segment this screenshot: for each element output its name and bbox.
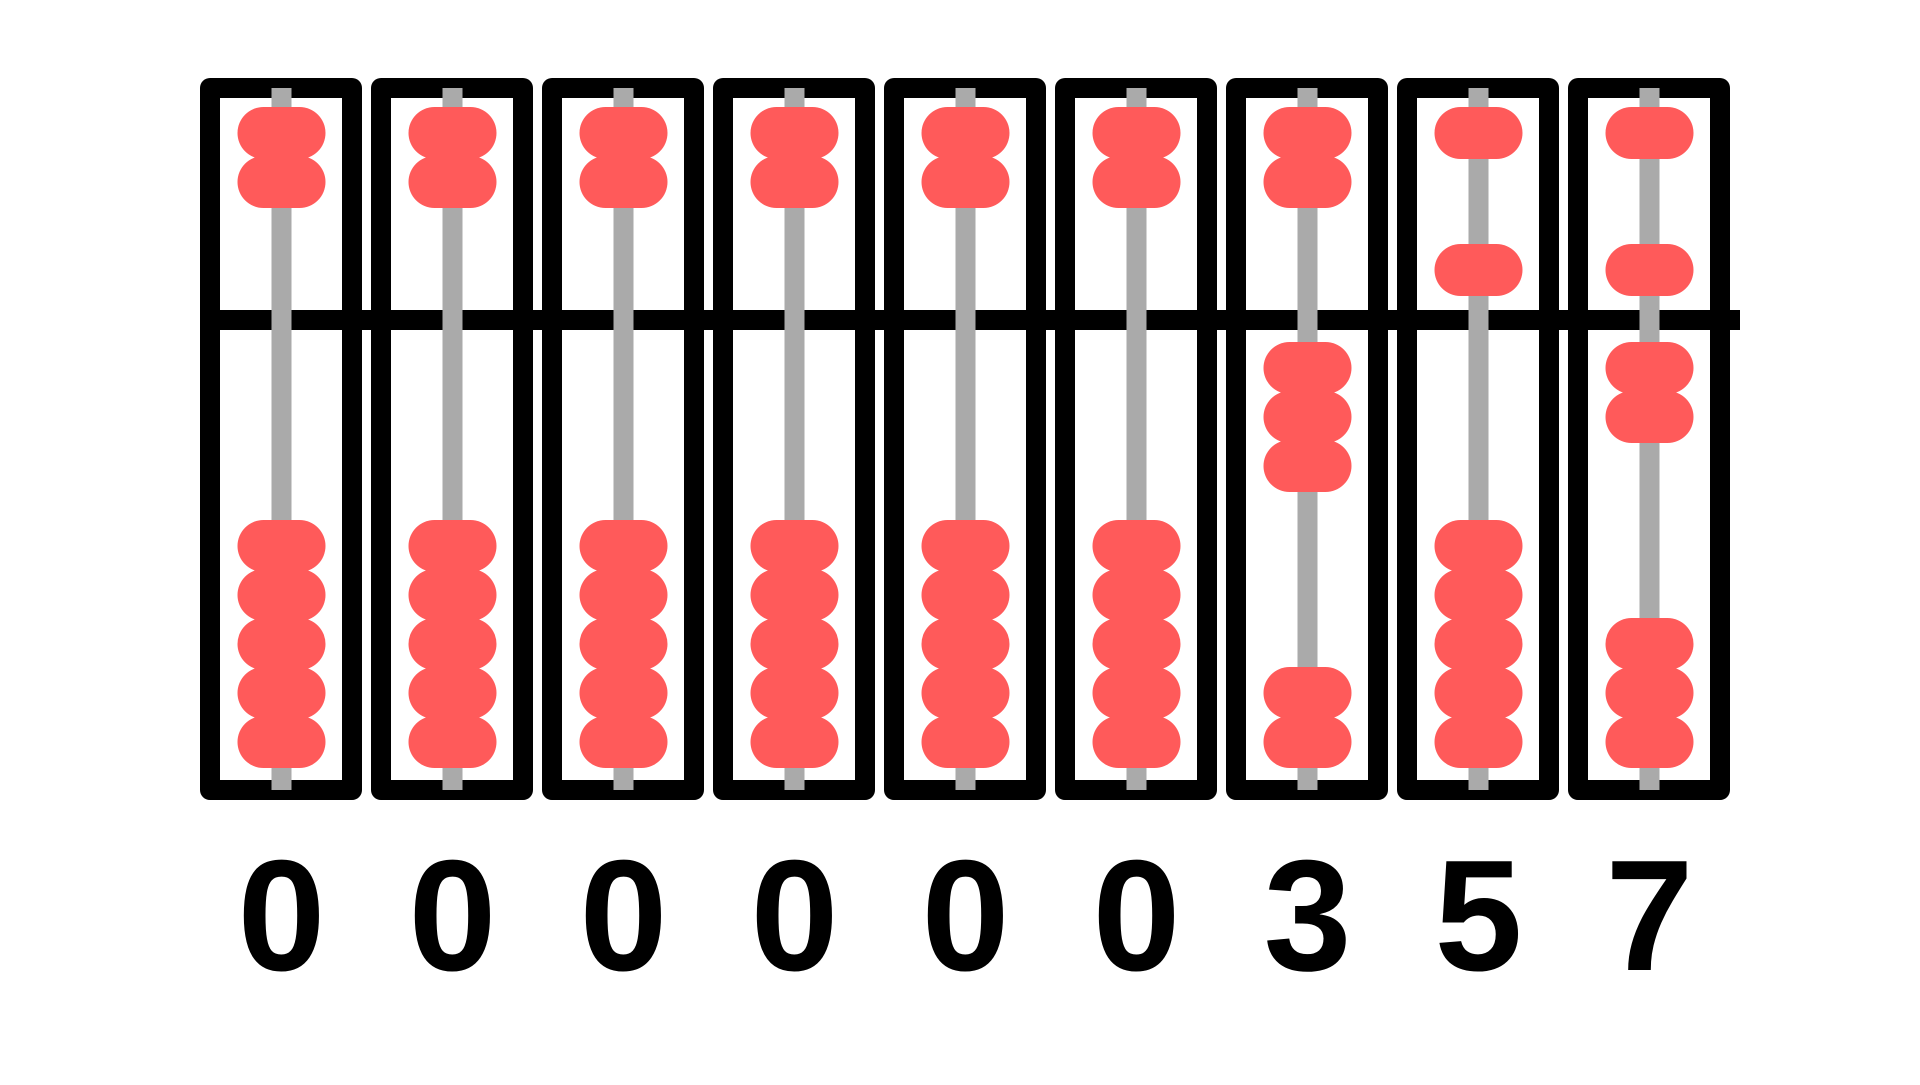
earth-bead [1435, 667, 1523, 719]
column-digit: 0 [921, 828, 1010, 1004]
column-digit: 0 [579, 828, 668, 1004]
earth-bead [1264, 716, 1352, 768]
earth-bead [1606, 618, 1694, 670]
digits-layer [238, 828, 1694, 1004]
column-digit: 0 [237, 828, 326, 1004]
heaven-bead [1435, 107, 1523, 159]
earth-bead [1606, 391, 1694, 443]
earth-bead [1093, 569, 1181, 621]
earth-bead [922, 667, 1010, 719]
earth-bead [751, 618, 839, 670]
earth-bead [1606, 342, 1694, 394]
earth-bead [1606, 716, 1694, 768]
earth-bead [1435, 618, 1523, 670]
heaven-bead [1093, 107, 1181, 159]
column-digit: 0 [750, 828, 839, 1004]
earth-bead [580, 520, 668, 572]
earth-bead [1093, 520, 1181, 572]
earth-bead [1264, 391, 1352, 443]
earth-bead [1093, 667, 1181, 719]
heaven-bead [409, 107, 497, 159]
column-digit: 3 [1263, 828, 1352, 1004]
earth-bead [580, 569, 668, 621]
heaven-bead [1264, 107, 1352, 159]
earth-bead [1435, 520, 1523, 572]
earth-bead [751, 667, 839, 719]
earth-bead [409, 569, 497, 621]
earth-bead [1093, 716, 1181, 768]
earth-bead [1093, 618, 1181, 670]
heaven-bead [1435, 244, 1523, 296]
earth-bead [409, 667, 497, 719]
earth-bead [1435, 569, 1523, 621]
heaven-bead [238, 156, 326, 208]
column-digit: 0 [408, 828, 497, 1004]
heaven-bead [580, 156, 668, 208]
earth-bead [922, 716, 1010, 768]
earth-bead [922, 520, 1010, 572]
earth-bead [1264, 342, 1352, 394]
heaven-bead [580, 107, 668, 159]
earth-bead [751, 569, 839, 621]
earth-bead [1264, 440, 1352, 492]
earth-bead [922, 569, 1010, 621]
heaven-bead [922, 156, 1010, 208]
earth-bead [751, 520, 839, 572]
earth-bead [238, 667, 326, 719]
earth-bead [238, 520, 326, 572]
heaven-bead [409, 156, 497, 208]
earth-bead [1435, 716, 1523, 768]
heaven-bead [1264, 156, 1352, 208]
heaven-bead [1093, 156, 1181, 208]
earth-bead [238, 716, 326, 768]
earth-bead [409, 618, 497, 670]
earth-bead [238, 618, 326, 670]
heaven-bead [1606, 107, 1694, 159]
earth-bead [238, 569, 326, 621]
earth-bead [409, 716, 497, 768]
heaven-bead [922, 107, 1010, 159]
earth-bead [1606, 667, 1694, 719]
earth-bead [580, 667, 668, 719]
earth-bead [922, 618, 1010, 670]
earth-bead [751, 716, 839, 768]
heaven-bead [238, 107, 326, 159]
earth-bead [580, 618, 668, 670]
column-digit: 0 [1092, 828, 1181, 1004]
column-digit: 5 [1434, 828, 1523, 1004]
earth-bead [580, 716, 668, 768]
earth-bead [409, 520, 497, 572]
column-digit: 7 [1605, 828, 1694, 1004]
earth-bead [1264, 667, 1352, 719]
heaven-bead [751, 107, 839, 159]
heaven-bead [1606, 244, 1694, 296]
heaven-bead [751, 156, 839, 208]
